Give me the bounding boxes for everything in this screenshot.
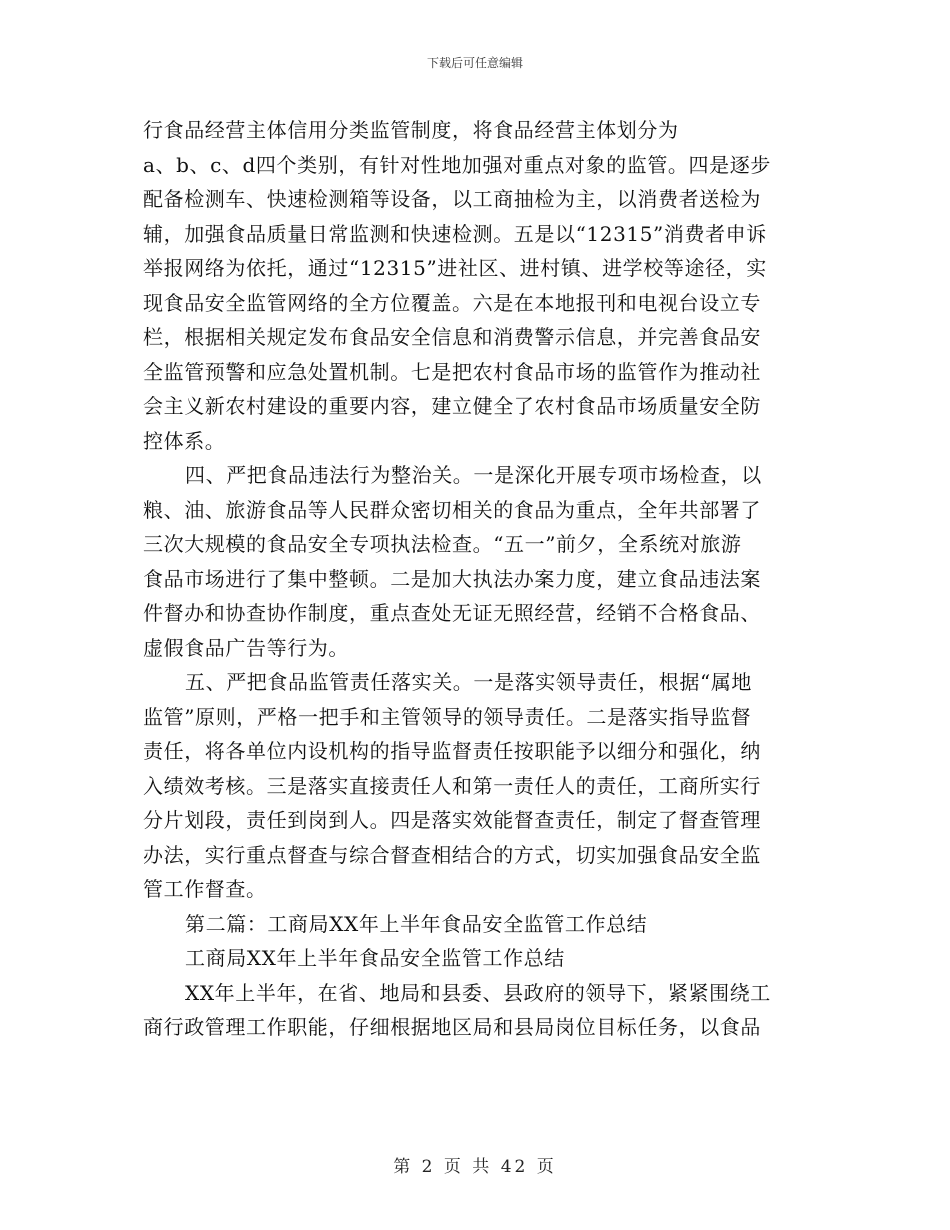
text-line: 控体系。 [143,428,226,453]
text-line: 栏，根据相关规定发布食品安全信息和消费警示信息，并完善食品安 [143,325,761,349]
document-title: 工商局XX年上半年食品安全监管工作总结 [185,946,565,970]
text-line: 举报网络为依托，通过“12315”进社区、进村镇、进学校等途径，实 [143,256,767,280]
text-line: 虚假食品广告等行为。 [143,635,349,660]
text-line: 粮、油、旅游食品等人民群众密切相关的食品为重点，全年共部署了 [143,497,761,522]
text-line: 三次大规模的食品安全专项执法检查。“五一”前夕，全系统对旅游 [143,532,742,556]
text-line: 分片划段，责任到岗到人。四是落实效能督查责任，制定了督查管理 [143,808,761,832]
section-heading: 第二篇：工商局XX年上半年食品安全监管工作总结 [185,911,648,936]
text-line: 件督办和协查协作制度，重点查处无证无照经营，经销不合格食品、 [143,601,761,625]
text-line: 食品市场进行了集中整顿。二是加大执法办案力度，建立食品违法案 [143,566,761,591]
text-line: 办法，实行重点督查与综合督查相结合的方式，切实加强食品安全监 [143,842,761,867]
document-body [143,113,803,1045]
page-header: 下载后可任意编辑 [426,56,523,70]
page-footer: 第 2 页 共 42 页 [393,1157,557,1177]
paragraph-start-line: 四、严把食品违法行为整治关。一是深化开展专项市场检查，以 [185,463,762,487]
text-line: 管工作督查。 [143,877,267,901]
text-line: 全监管预警和应急处置机制。七是把农村食品市场的监管作为推动社 [143,359,761,384]
text-line: 监管”原则，严格一把手和主管领导的领导责任。二是落实指导监督 [143,704,752,729]
text-line: 辅，加强食品质量日常监测和快速检测。五是以“12315”消费者申诉 [143,221,767,246]
text-line: 责任，将各单位内设机构的指导监督责任按职能予以细分和强化，纳 [143,739,761,763]
text-line: 商行政管理工作职能，仔细根据地区局和县局岗位目标任务，以食品 [143,1015,761,1039]
text-line: 会主义新农村建设的重要内容，建立健全了农村食品市场质量安全防 [143,394,761,418]
text-line: 现食品安全监管网络的全方位覆盖。六是在本地报刊和电视台设立专 [143,290,761,315]
text-line: a、b、c、d四个类别，有针对性地加强对重点对象的监管。四是逐步 [143,152,771,177]
paragraph-start-line: XX年上半年，在省、地局和县委、县政府的领导下，紧紧围绕工 [185,980,771,1005]
text-line: 配备检测车、快速检测箱等设备，以工商抽检为主，以消费者送检为 [143,187,761,211]
text-line: 入绩效考核。三是落实直接责任人和第一责任人的责任，工商所实行 [143,773,761,798]
text-line: 行食品经营主体信用分类监管制度，将食品经营主体划分为 [143,118,679,142]
paragraph-start-line: 五、严把食品监管责任落实关。一是落实领导责任，根据“属地 [185,670,753,694]
